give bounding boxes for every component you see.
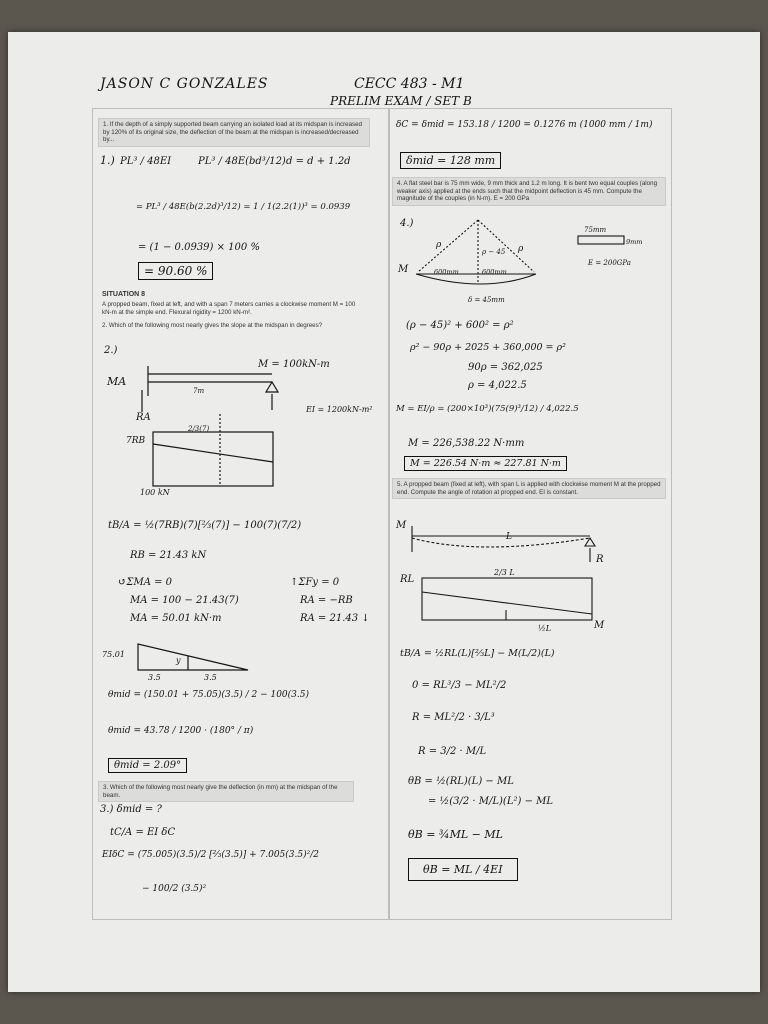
beam-ei-label: EI = 1200kN-m² (306, 405, 373, 414)
q4-thick-label: 9mm (626, 238, 643, 246)
q2-roller-support (266, 382, 278, 392)
q5-deflected-shape (412, 538, 590, 547)
q5-eq7: θB = ¾ML − ML (408, 828, 503, 841)
q5-moment-label: M (396, 520, 407, 531)
q2-triangle-diagram (138, 644, 248, 670)
q4-width-label: 75mm (584, 226, 607, 234)
q4-rho-left: ρ (436, 240, 442, 250)
q2-theta-mid: θmid = (150.01 + 75.05)(3.5) / 2 − 100(3.5) (108, 690, 309, 700)
q4-delta-label: δ = 45mm (468, 296, 505, 304)
q2-rb: RB = 21.43 kN (130, 550, 207, 561)
q5-rl-label: RL (400, 574, 415, 585)
q2-sum-forces: ↑ΣFy = 0 (290, 577, 340, 588)
beam-ma-label: MA (107, 375, 127, 388)
triangle-y-label: y (176, 656, 181, 665)
triangle-left-value: 75.01 (102, 650, 125, 659)
q5-span-label: L (506, 532, 512, 542)
question-3-text: 3. Which of the following most nearly give the deflection (in mm) at the midspan of the beam. (98, 781, 354, 802)
q1-label: 1.) (100, 154, 115, 167)
q5-half-label: ½L (538, 624, 552, 633)
q4-bent-bar-arc (416, 274, 536, 284)
diagram-fraction-label: 2/3(7) (188, 425, 210, 433)
sketch-layer (8, 32, 760, 992)
q4-moment-label: M (398, 264, 409, 275)
q4-answer: M = 226.54 N·m ≈ 227.81 N·m (404, 456, 567, 471)
r-answer1: δmid = 128 mm (400, 152, 501, 169)
diagram-7rb-label: 7RB (126, 436, 146, 446)
q4-rho-right: ρ (518, 244, 524, 254)
q4-eq3: 90ρ = 362,025 (468, 362, 543, 373)
q5-roller-support (585, 538, 595, 546)
q5-eq6: = ½(3/2 · M/L)(L²) − ML (428, 796, 553, 807)
q1-eq1-rhs: PL³ / 48E(bd³/12) (198, 156, 286, 167)
student-name: JASON C GONZALES (100, 76, 269, 92)
q4-radius-left (418, 220, 478, 272)
beam-span-label: 7m (193, 387, 205, 395)
situation-title: SITUATION 8 (102, 291, 146, 298)
q1-eq1-lhs: PL³ / 48EI (120, 156, 172, 167)
q2-answer: θmid = 2.09° (108, 758, 187, 773)
q5-eq4: R = 3/2 · M/L (418, 746, 487, 757)
course-code: CECC 483 - M1 (354, 76, 465, 92)
exam-title: PRELIM EXAM / SET B (330, 94, 472, 108)
q5-answer: θB = ML / 4EI (408, 858, 518, 881)
diagram-100-label: 100 kN (140, 488, 170, 497)
q4-radius-right (478, 220, 534, 272)
q2-moment-diagram-slope (153, 444, 273, 462)
q1-answer: = 90.60 % (138, 262, 213, 280)
q3-eq3: − 100/2 (3.5)² (142, 884, 207, 894)
q5-eq2: 0 = RL³/3 − ML²/2 (412, 680, 507, 691)
q2-ra-eq2: RA = 21.43 ↓ (300, 613, 370, 624)
beam-moment-label: M = 100kN-m (258, 359, 330, 370)
q2-ma-eq2: MA = 50.01 kN·m (130, 613, 222, 624)
q4-600-right: 600mm (482, 268, 507, 276)
q4-eq5: M = EI/ρ = (200×10³)(75(9)³/12) / 4,022.5 (396, 404, 579, 414)
q2-ma-eq1: MA = 100 − 21.43(7) (130, 595, 239, 606)
q5-reaction-label: R (596, 554, 604, 565)
q3-eq2: EIδC = (75.005)(3.5)/2 [⅔(3.5)] + 7.005(3.5)²/2 (102, 850, 319, 860)
q4-modulus-label: E = 200GPa (588, 259, 631, 267)
q4-eq6: M = 226,538.22 N·mm (408, 438, 525, 449)
q4-cross-section (578, 236, 624, 244)
q1-eq2: = PL³ / 48E(b(2.2d)³/12) = 1 / 1(2.2(1))³ = 0.0939 (136, 202, 351, 212)
q2-ra-eq1: RA = −RB (300, 595, 353, 606)
q1-eq3: = (1 − 0.0939) × 100 % (138, 242, 260, 253)
q3-label: 3.) δmid = ? (100, 804, 162, 815)
q2-theta-deg: θmid = 43.78 / 1200 · (180° / π) (108, 726, 254, 736)
question-2-text: 2. Which of the following most nearly gives the slope at the midspan in degrees? (102, 322, 323, 329)
q4-label: 4.) (400, 218, 414, 229)
q5-eq5: θB = ½(RL)(L) − ML (408, 776, 514, 787)
q2-label: 2.) (104, 345, 118, 356)
q5-moment-diagram-slope (422, 592, 592, 614)
q4-600-left: 600mm (434, 268, 459, 276)
q5-fraction-label: 2/3 L (494, 568, 515, 577)
q2-sum-moments: ↺ΣMA = 0 (118, 577, 173, 588)
q4-eq2: ρ² − 90ρ + 2025 + 360,000 = ρ² (410, 342, 566, 353)
q3-eq1: tC/A = EI δC (110, 827, 176, 838)
r-eq1: δC = δmid = 153.18 / 1200 = 0.1276 m (1000 mm / 1m) (396, 120, 653, 130)
question-4-text: 4. A flat steel bar is 75 mm wide, 9 mm thick and 1.2 m long. It is bent two equal couples (along weaker axis) applied at the ends such that the midpoint deflection is 45 mm. Compute the magnitude of the couples (in N-m). E = 200 GPa (392, 177, 666, 206)
exam-paper (8, 32, 760, 992)
triangle-span-a: 3.5 (148, 673, 161, 682)
beam-ra-label: RA (136, 412, 151, 423)
q5-moment-diagram-box (422, 578, 592, 620)
q4-eq1: (ρ − 45)² + 600² = ρ² (406, 320, 514, 331)
q4-eq4: ρ = 4,022.5 (468, 380, 527, 391)
q5-eq3: R = ML²/2 · 3/L³ (412, 712, 495, 723)
triangle-span-b: 3.5 (204, 673, 217, 682)
q5-moment-right-label: M (594, 620, 605, 631)
q1-depth: d = d + 1.2d (286, 156, 351, 167)
q2-eq1: tB/A = ½(7RB)(7)[⅔(7)] − 100(7)(7/2) (108, 520, 302, 531)
question-1-text: 1. If the depth of a simply supported beam carrying an isolated load at its midspan is increased by 120% of its original size, the deflection of the beam at the midspan is increased/decreased by... (98, 118, 370, 147)
q5-eq1: tB/A = ½RL(L)[⅔L] − M(L/2)(L) (400, 648, 555, 659)
question-5-text: 5. A propped beam (fixed at left), with span L is applied with clockwise moment M at the propped end. Compute the angle of rotation at propped end. EI is constant. (392, 478, 666, 499)
q4-rho-45: ρ − 45 (482, 248, 506, 256)
situation-text: A propped beam, fixed at left, and with a span 7 meters carries a clockwise moment M = 100 kN-m at the simple end. Flexural rigidity = 1200 kN-m². (102, 301, 356, 316)
